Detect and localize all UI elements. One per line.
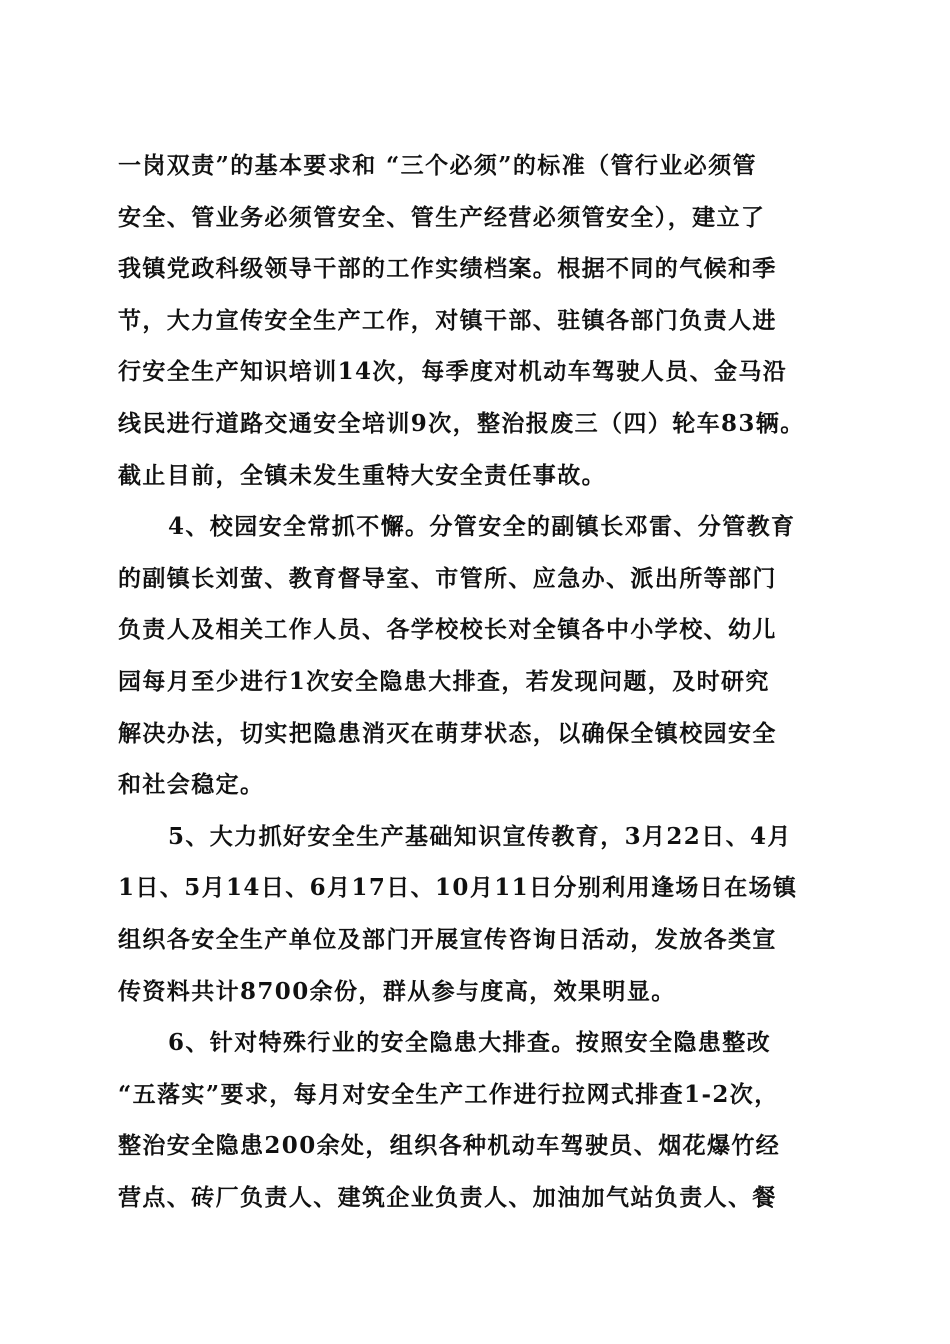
- text-line: 解决办法，切实把隐患消灭在萌芽状态，以确保全镇校园安全: [118, 719, 777, 747]
- text-line: 安全、管业务必须管安全、管生产经营必须管安全），建立了: [118, 203, 766, 231]
- text-line: 传资料共计8700余份，群从参与度高，效果明显。: [118, 977, 676, 1005]
- paragraph-6-first-line: 6、针对特殊行业的安全隐患大排查。按照安全隐患整改: [168, 1029, 772, 1057]
- text-line: 1日、5月14日、6月17日、10月11日分别利用逢场日在场镇: [118, 874, 798, 902]
- text-line: 和社会稳定。: [118, 771, 265, 799]
- text-line: 行安全生产知识培训14次，每季度对机动车驾驶人员、金马沿: [118, 358, 788, 386]
- text-line: 的副镇长刘萤、教育督导室、市管所、应急办、派出所等部门: [118, 564, 777, 592]
- paragraph-4-first-line: 4、校园安全常抓不懈。分管安全的副镇长邓雷、分管教育: [168, 513, 796, 541]
- text-line: 组织各安全生产单位及部门开展宣传咨询日活动，发放各类宣: [118, 925, 777, 953]
- text-line: 线民进行道路交通安全培训9次，整治报废三（四）轮车83辆。: [118, 409, 805, 437]
- text-line: 园每月至少进行1次安全隐患大排查，若发现问题，及时研究: [118, 667, 770, 695]
- text-line: 营点、砖厂负责人、建筑企业负责人、加油加气站负责人、餐: [118, 1183, 777, 1211]
- text-line: 节，大力宣传安全生产工作，对镇干部、驻镇各部门负责人进: [118, 306, 777, 334]
- text-line: 我镇党政科级领导干部的工作实绩档案。根据不同的气候和季: [118, 255, 777, 283]
- text-line: 整治安全隐患200余处，组织各种机动车驾驶员、烟花爆竹经: [118, 1132, 781, 1160]
- paragraph-5-first-line: 5、大力抓好安全生产基础知识宣传教育，3月22日、4月: [168, 822, 792, 850]
- text-line: “五落实”要求，每月对安全生产工作进行拉网式排查1-2次，: [118, 1080, 779, 1108]
- text-line: 截止目前，全镇未发生重特大安全责任事故。: [118, 461, 606, 489]
- text-line: 一岗双责”的基本要求和 “三个必须”的标准（管行业必须管: [118, 152, 757, 179]
- document-body: [118, 140, 838, 1223]
- text-line: 负责人及相关工作人员、各学校校长对全镇各中小学校、幼儿: [118, 616, 777, 644]
